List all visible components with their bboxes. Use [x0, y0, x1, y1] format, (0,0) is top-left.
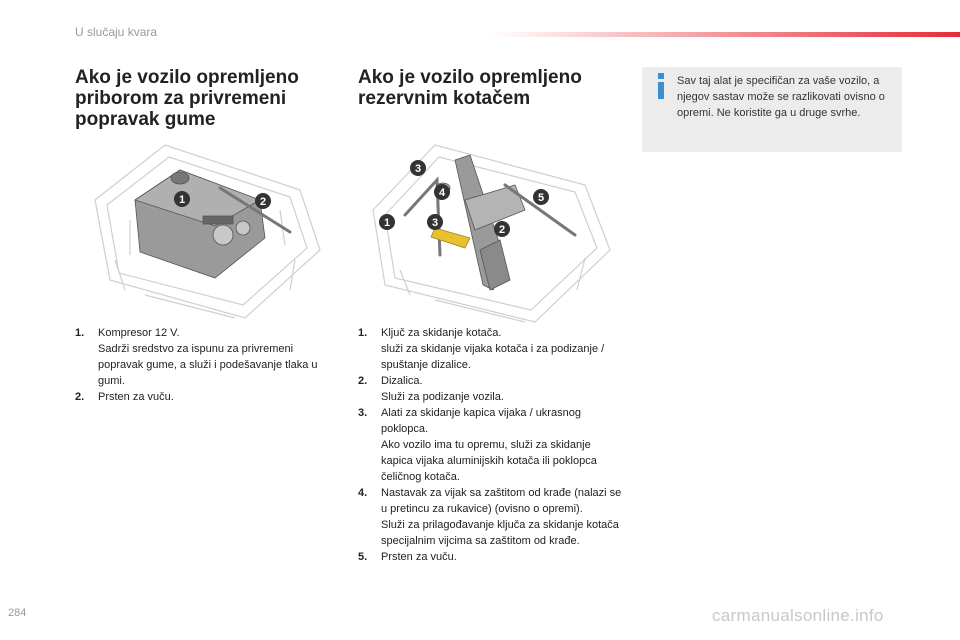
callout-1-label: 1	[178, 194, 186, 206]
callout-r3-bottom-label: 3	[431, 217, 439, 229]
item-title: Prsten za vuču.	[381, 551, 457, 563]
item-number: 2.	[358, 375, 368, 387]
callout-r5	[533, 189, 549, 205]
callout-r5-label: 5	[537, 192, 545, 204]
spare-wheel-tools-illustration	[365, 140, 615, 325]
callout-r2-label: 2	[498, 224, 506, 236]
list-item	[358, 549, 623, 565]
list-item	[358, 485, 623, 549]
item-title: Prsten za vuču.	[98, 391, 174, 403]
header-accent-bar	[490, 32, 960, 37]
item-description: Sadrži sredstvo za ispunu za privremeni popravak gume, a služi i podešavanje tlaka u gumi.	[98, 343, 318, 387]
list-item	[358, 405, 623, 485]
left-section-title: Ako je vozilo opremljeno priborom za privremeni popravak gume	[75, 67, 299, 130]
item-title: Kompresor 12 V.	[98, 327, 180, 339]
watermark: carmanualsonline.info	[712, 606, 884, 625]
item-number: 1.	[75, 327, 85, 339]
item-number: 1.	[358, 327, 368, 339]
info-icon	[654, 73, 668, 99]
callout-1	[174, 191, 190, 207]
item-number: 2.	[75, 391, 85, 403]
callout-r1-label: 1	[383, 217, 391, 229]
header-section-title: U slučaju kvara	[75, 25, 158, 39]
callout-2-label: 2	[259, 196, 267, 208]
item-description: služi za skidanje vijaka kotača i za podizanje / spuštanje dizalice.	[381, 343, 605, 371]
page-number: 284	[8, 607, 27, 619]
left-item-list	[75, 325, 340, 405]
list-item	[358, 373, 623, 405]
callout-r2	[494, 221, 510, 237]
info-text: Sav taj alat je specifičan za vaše vozilo, a njegov sastav može se razlikovati ovisno o opremi. Ne koristite ga u druge svrhe.	[677, 75, 885, 119]
item-number: 5.	[358, 551, 368, 563]
callout-r1	[379, 214, 395, 230]
right-section-title: Ako je vozilo opremljeno rezervnim kotačem	[358, 67, 582, 109]
callout-r3-bottom	[427, 214, 443, 230]
list-item	[358, 325, 623, 373]
callout-2	[255, 193, 271, 209]
item-description: Služi za podizanje vozila.	[381, 391, 504, 403]
callout-r4-label: 4	[438, 187, 446, 199]
item-title: Alati za skidanje kapica vijaka / ukrasnog poklopca.	[381, 407, 581, 435]
item-title: Nastavak za vijak sa zaštitom od krađe (nalazi se u pretincu za rukavice) (ovisno o opremi).	[381, 487, 622, 515]
repair-kit-illustration	[85, 140, 325, 320]
callout-r3-top	[410, 160, 426, 176]
list-item	[75, 389, 340, 405]
list-item	[75, 325, 340, 389]
right-item-list	[358, 325, 623, 565]
info-box	[642, 67, 902, 152]
item-number: 3.	[358, 407, 368, 419]
item-title: Dizalica.	[381, 375, 423, 387]
callout-r4	[434, 184, 450, 200]
item-description: Ako vozilo ima tu opremu, služi za skidanje kapica vijaka aluminijskih kotača ili poklopca čeličnog kotača.	[381, 439, 597, 483]
item-description: Služi za prilagođavanje ključa za skidanje kotača specijalnim vijcima sa zaštitom od krađe.	[381, 519, 619, 547]
callout-r3-top-label: 3	[414, 163, 422, 175]
item-number: 4.	[358, 487, 368, 499]
item-title: Ključ za skidanje kotača.	[381, 327, 502, 339]
